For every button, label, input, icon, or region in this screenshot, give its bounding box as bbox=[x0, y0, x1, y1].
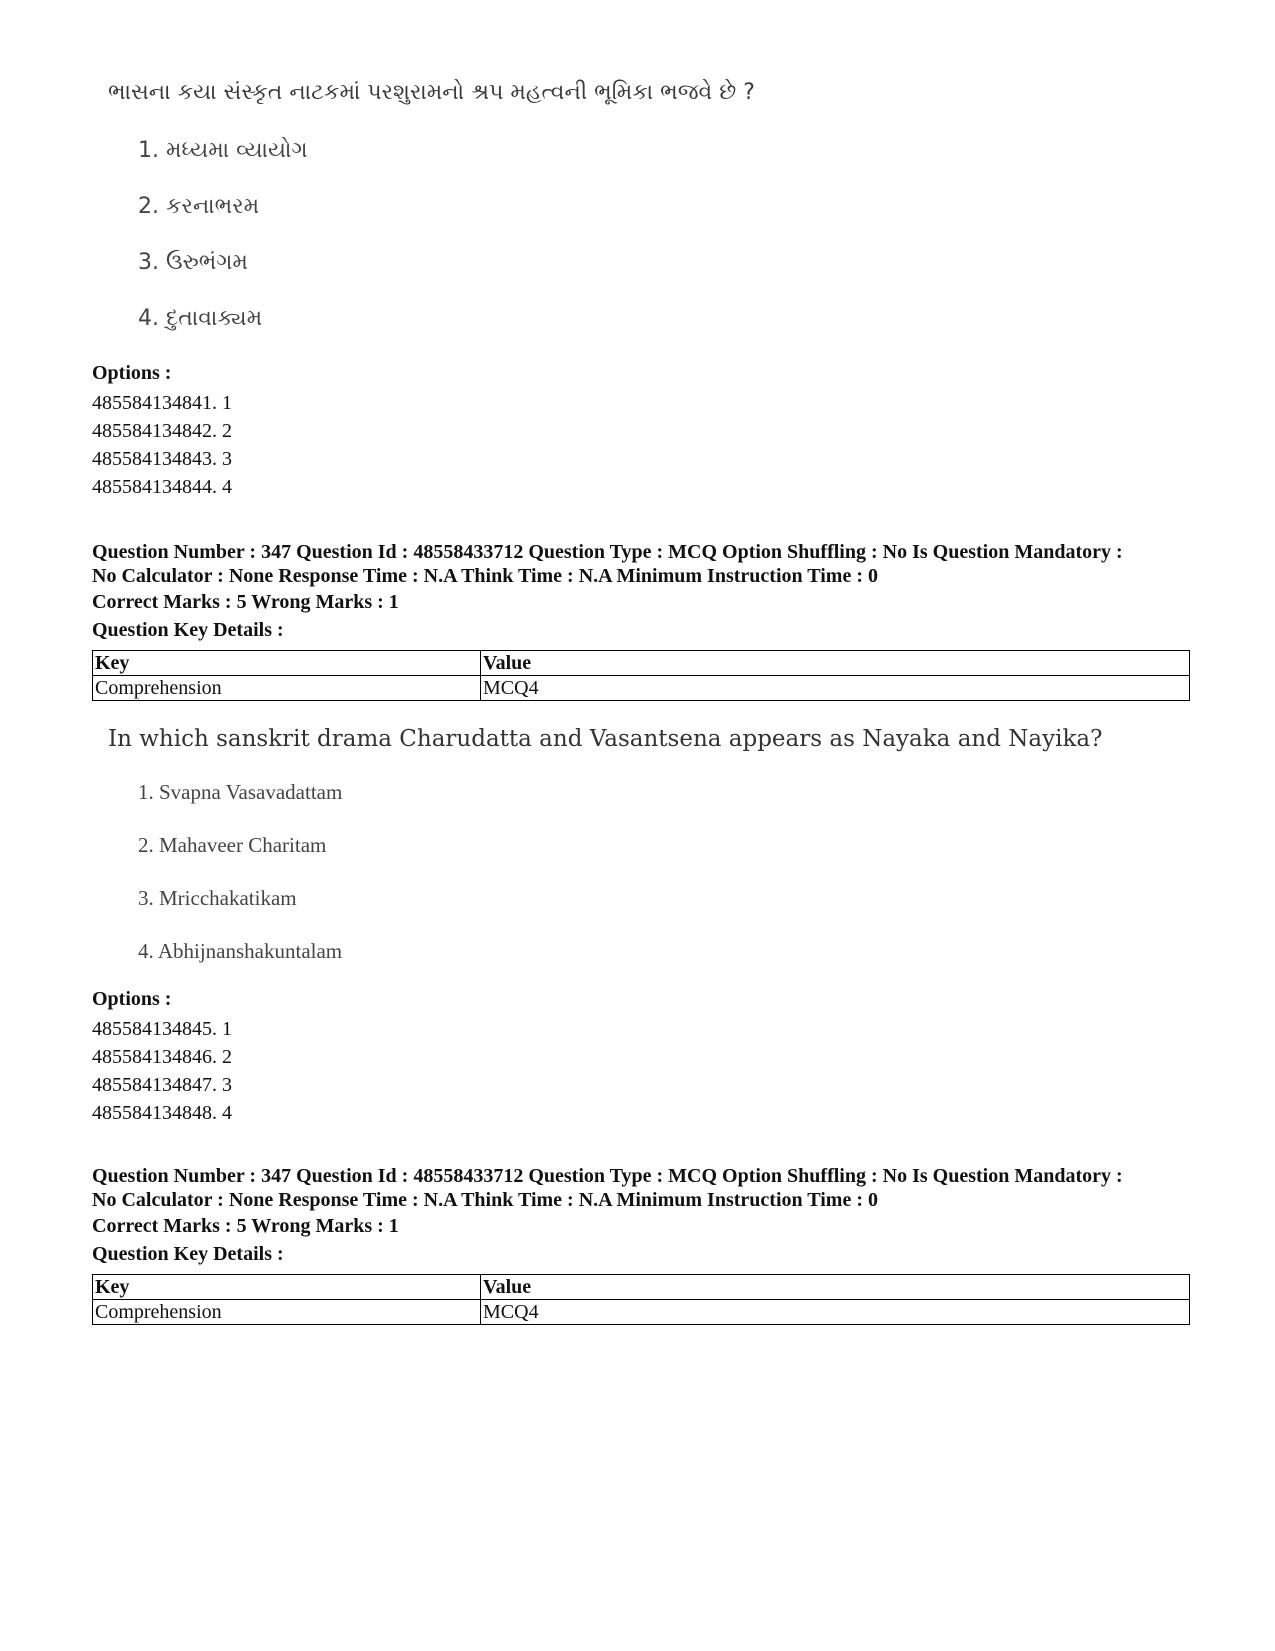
choice-3: 3. Mricchakatikam bbox=[138, 886, 297, 910]
key-table-wrap bbox=[92, 1274, 1192, 1325]
choice-2: 2. કરનાભરમ bbox=[138, 194, 260, 219]
table-row bbox=[93, 1275, 1190, 1300]
table-row bbox=[93, 676, 1190, 701]
marks-line: Correct Marks : 5 Wrong Marks : 1 bbox=[92, 591, 399, 613]
meta-line-1: Question Number : 347 Question Id : 48558433712 Question Type : MCQ Option Shuffling : No Is Question Mandatory : bbox=[92, 1165, 1123, 1187]
table-cell-value: MCQ4 bbox=[481, 676, 1190, 701]
options-title: Options : bbox=[92, 362, 172, 384]
option-line: 485584134846. 2 bbox=[92, 1046, 232, 1068]
table-row bbox=[93, 1300, 1190, 1325]
marks-line: Correct Marks : 5 Wrong Marks : 1 bbox=[92, 1215, 399, 1237]
option-line: 485584134842. 2 bbox=[92, 420, 232, 442]
key-table bbox=[92, 1274, 1190, 1325]
options-section bbox=[92, 362, 1192, 501]
options-title: Options : bbox=[92, 988, 172, 1010]
key-details-title: Question Key Details : bbox=[92, 619, 284, 641]
option-line: 485584134845. 1 bbox=[92, 1018, 232, 1040]
choice-4: 4. દુતાવાક્યમ bbox=[138, 306, 263, 331]
table-header-value: Value bbox=[481, 651, 1190, 676]
question-meta bbox=[92, 1164, 1192, 1268]
key-table-wrap bbox=[92, 650, 1192, 701]
table-cell-value: MCQ4 bbox=[481, 1300, 1190, 1325]
key-table bbox=[92, 650, 1190, 701]
meta-line-2: No Calculator : None Response Time : N.A Think Time : N.A Minimum Instruction Time : 0 bbox=[92, 1189, 878, 1211]
question-text-gujarati: ભાસના કયા સંસ્કૃત નાટકમાં પરશુરામનો શ્રપ મહત્વની ભૂમિકા ભજવે છે ? bbox=[108, 80, 755, 105]
option-line: 485584134848. 4 bbox=[92, 1102, 232, 1124]
option-line: 485584134847. 3 bbox=[92, 1074, 232, 1096]
table-cell-key: Comprehension bbox=[93, 1300, 481, 1325]
table-header-value: Value bbox=[481, 1275, 1190, 1300]
choice-1: 1. મધ્યમા વ્યાયોગ bbox=[138, 138, 308, 163]
table-header-key: Key bbox=[93, 651, 481, 676]
choice-3: 3. ઉરુભંગમ bbox=[138, 250, 248, 275]
options-section bbox=[92, 988, 1192, 1127]
choice-2: 2. Mahaveer Charitam bbox=[138, 833, 327, 857]
option-line: 485584134843. 3 bbox=[92, 448, 232, 470]
meta-line-1: Question Number : 347 Question Id : 48558433712 Question Type : MCQ Option Shuffling : No Is Question Mandatory : bbox=[92, 541, 1123, 563]
table-cell-key: Comprehension bbox=[93, 676, 481, 701]
choice-4: 4. Abhijnanshakuntalam bbox=[138, 939, 343, 963]
option-line: 485584134844. 4 bbox=[92, 476, 232, 498]
key-details-title: Question Key Details : bbox=[92, 1243, 284, 1265]
option-line: 485584134841. 1 bbox=[92, 392, 232, 414]
table-header-key: Key bbox=[93, 1275, 481, 1300]
meta-line-2: No Calculator : None Response Time : N.A Think Time : N.A Minimum Instruction Time : 0 bbox=[92, 565, 878, 587]
choice-1: 1. Svapna Vasavadattam bbox=[138, 780, 343, 804]
question-meta bbox=[92, 540, 1192, 644]
table-row bbox=[93, 651, 1190, 676]
question-text-english: In which sanskrit drama Charudatta and Vasantsena appears as Nayaka and Nayika? bbox=[108, 726, 1103, 752]
